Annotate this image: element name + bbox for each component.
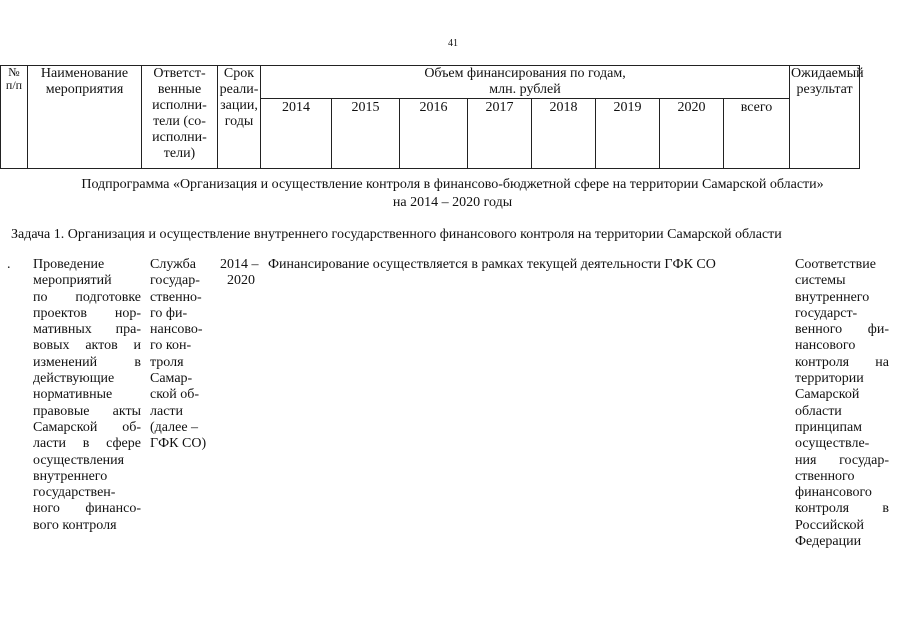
header-name: Наименование мероприятия	[28, 66, 142, 169]
year-2015: 2015	[332, 99, 400, 169]
header-result: Ожидаемый результат	[790, 66, 860, 169]
row-executor: Служба государ- ственно- го фи- нансово- го кон- троля Самар- ской об- ласти (далее – ГФК СО)	[150, 257, 207, 452]
row-funding-note: Финансирование осуществляется в рамках текущей деятельности ГФК СО	[268, 257, 716, 272]
header-executors: Ответст- венные исполни- тели (со- исполни- тели)	[142, 66, 218, 169]
row-num: .	[7, 257, 11, 272]
year-2020: 2020	[660, 99, 724, 169]
header-table	[0, 65, 864, 169]
year-total: всего	[724, 99, 790, 169]
header-terms: Срок реали- зации, годы	[218, 66, 261, 169]
year-2018: 2018	[532, 99, 596, 169]
subprogram-title	[0, 176, 905, 212]
year-2016: 2016	[400, 99, 468, 169]
header-num: № п/п	[1, 66, 28, 169]
task-title: Задача 1. Организация и осуществление внутреннего государственного финансового контроля на территории Самарской области	[11, 227, 782, 242]
row-name: Проведение мероприятий по подготовке проектов нор-мативных пра-вовых актов и изменений в действующие нормативные правовые акты Самарской об-ласти в сфере осуществления внутреннего государствен-ного финансо-вого контроля	[33, 257, 141, 533]
header-funding: Объем финансирования по годам, млн. рублей	[261, 66, 790, 99]
row-term: 2014 – 2020	[220, 257, 259, 289]
subprogram-line1: Подпрограмма «Организация и осуществление контроля в финансово-бюджетной сфере на территории Самарской области»	[81, 177, 824, 192]
page-number: 41	[448, 38, 458, 49]
subprogram-line2: на 2014 – 2020 годы	[392, 195, 513, 210]
row-result: Соответствие системы внутреннего государст-венного фи-нансового контроля на территории Самарской области принципам осуществле-ния государ-ственного финансового контроля в Российской Федерации	[795, 257, 889, 550]
year-2017: 2017	[468, 99, 532, 169]
year-2019: 2019	[596, 99, 660, 169]
year-2014: 2014	[261, 99, 332, 169]
